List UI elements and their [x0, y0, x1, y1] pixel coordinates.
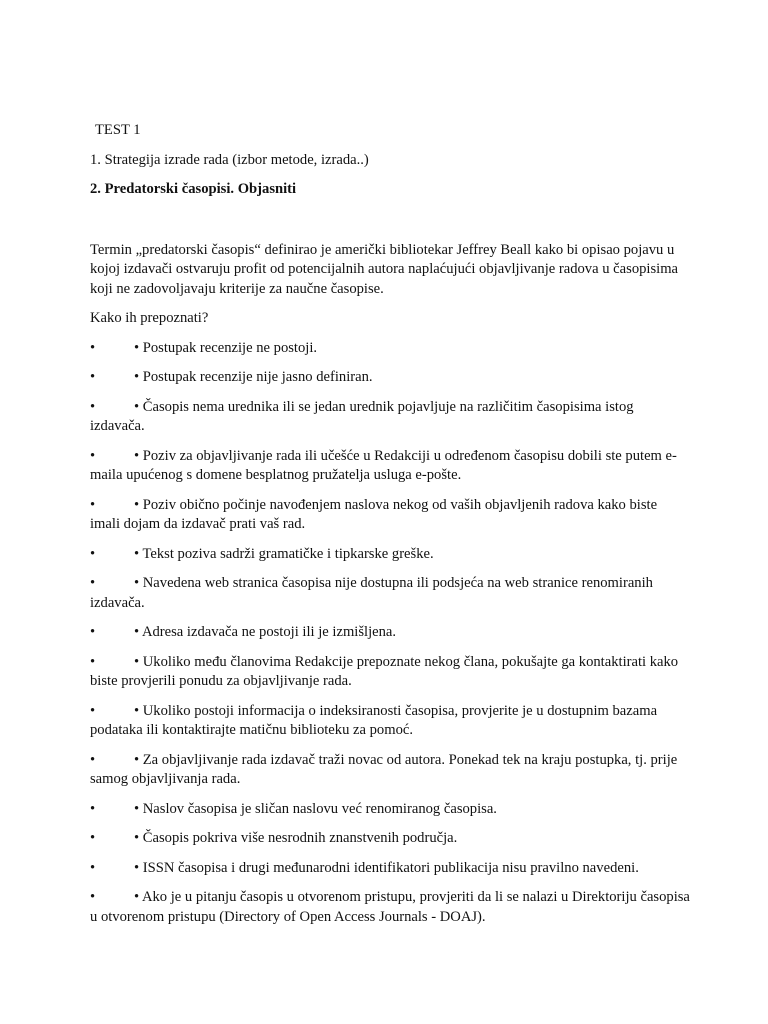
list-item-text: • Poziv za objavljivanje rada ili učešće u Redakciji u određenom časopisu dobili ste putem e-maila upućenog s domene besplatnog pružatelja usluga e-pošte. [90, 447, 677, 483]
list-item [90, 623, 690, 643]
test-title: TEST 1 [95, 122, 141, 138]
bullet-marker: • [90, 575, 96, 591]
list-item [90, 829, 690, 849]
list-item-text: • Postupak recenzije nije jasno definiran. [134, 369, 373, 385]
list-item [90, 702, 690, 741]
list-item [90, 751, 690, 790]
list-item-text: • Tekst poziva sadrži gramatičke i tipkarske greške. [134, 545, 434, 562]
list-item-text: • Časopis pokriva više nesrodnih znanstvenih područja. [134, 830, 458, 846]
subheading: Kako ih prepoznati? [90, 310, 209, 326]
list-item-text: • ISSN časopisa i drugi međunarodni identifikatori publikacija nisu pravilno navedeni. [134, 859, 639, 876]
bullet-marker: • [90, 339, 96, 356]
list-item [90, 859, 690, 879]
list-item-text: • Ukoliko postoji informacija o indeksiranosti časopisa, provjerite je u dostupnim bazama podataka ili kontaktirajte matičnu biblioteku za pomoć. [90, 702, 658, 738]
list-item-text: • Naslov časopisa je sličan naslovu već renomiranog časopisa. [134, 800, 497, 817]
document-body [90, 121, 690, 937]
bullet-marker: • [90, 447, 96, 464]
list-item-text: • Navedena web stranica časopisa nije dostupna ili podsjeća na web stranice renomiranih izdavača. [90, 575, 653, 611]
list-item [90, 574, 690, 613]
list-item-text: • Za objavljivanje rada izdavač traži novac od autora. Ponekad tek na kraju postupka, tj. prije samog objavljivanja rada. [90, 751, 678, 787]
list-item-text: • Postupak recenzije ne postoji. [134, 339, 318, 356]
bullet-marker: • [90, 889, 96, 905]
list-item [90, 496, 690, 535]
list-item [90, 888, 690, 927]
bullet-marker: • [90, 702, 96, 719]
bullet-marker: • [90, 830, 96, 846]
question-1: 1. Strategija izrade rada (izbor metode, izrada..) [90, 151, 369, 168]
list-item [90, 398, 690, 437]
question-2: 2. Predatorski časopisi. Objasniti [90, 181, 297, 197]
bullet-marker: • [90, 398, 96, 415]
list-item [90, 339, 690, 359]
list-item [90, 368, 690, 388]
list-item [90, 447, 690, 486]
bullet-marker: • [90, 545, 96, 562]
bullet-marker: • [90, 751, 96, 768]
intro-paragraph: Termin „predatorski časopis“ definirao je američki bibliotekar Jeffrey Beall kako bi opisao pojavu u kojoj izdavači ostvaruju profit od potencijalnih autora naplaćujući objavljivanje radova u časopisima koji ne zadovoljavaju kriterije za naučne časopise. [90, 241, 679, 297]
list-item-text: • Adresa izdavača ne postoji ili je izmišljena. [134, 624, 397, 640]
bullet-marker: • [90, 800, 96, 817]
list-item-text: • Poziv obično počinje navođenjem naslova nekog od vaših objavljenih radova kako biste imali dojam da izdavač prati vaš rad. [90, 496, 658, 532]
list-item [90, 653, 690, 692]
bullet-marker: • [90, 369, 96, 385]
bullet-marker: • [90, 859, 96, 876]
bullet-marker: • [90, 653, 96, 670]
criteria-list [90, 339, 690, 928]
list-item-text: • Ukoliko među članovima Redakcije prepoznate nekog člana, pokušajte ga kontaktirati kako biste provjerili ponudu za objavljivanje rada. [90, 653, 679, 689]
bullet-marker: • [90, 624, 96, 640]
bullet-marker: • [90, 496, 96, 513]
list-item-text: • Ako je u pitanju časopis u otvorenom pristupu, provjeriti da li se nalazi u Direktoriju časopisa u otvorenom pristupu (Directory of Open Access Journals - DOAJ). [90, 889, 690, 925]
list-item-text: • Časopis nema urednika ili se jedan urednik pojavljuje na različitim časopisima istog izdavača. [90, 398, 634, 434]
list-item [90, 800, 690, 820]
list-item [90, 545, 690, 565]
